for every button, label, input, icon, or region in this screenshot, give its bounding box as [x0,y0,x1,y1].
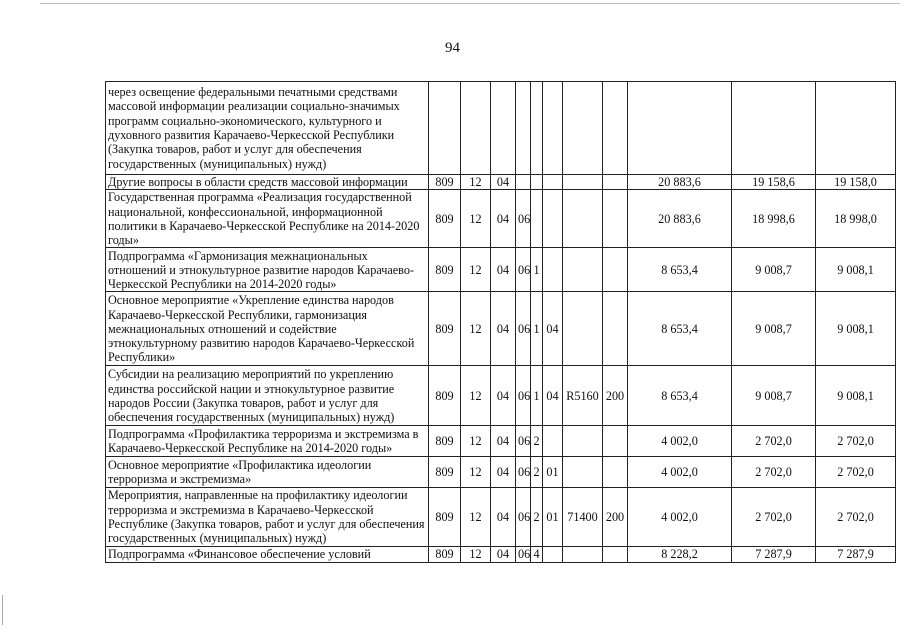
amount-cell: 4 002,0 [628,426,732,457]
code-cell [603,426,628,457]
amount-cell: 7 287,9 [816,546,896,562]
table-row [106,292,896,366]
code-cell: 06 [516,488,531,546]
code-cell: 1 [531,292,543,366]
amount-cell: 9 008,1 [816,366,896,426]
amount-cell: 2 702,0 [732,457,816,488]
code-cell: R5160 [563,366,603,426]
amount-cell: 9 008,7 [732,366,816,426]
code-cell: 12 [461,248,491,292]
code-cell: 12 [461,190,491,248]
row-name-cell: Государственная программа «Реализация государственной национальной, конфессиональной, информационной политики в Карачаево-Черкесской Республике на 2014-2020 годы» [106,190,429,248]
code-cell: 04 [491,426,516,457]
table-row [106,366,896,426]
code-cell: 04 [491,175,516,190]
page-number: 94 [445,40,460,56]
code-cell: 2 [531,488,543,546]
amount-cell [732,82,816,175]
code-cell: 04 [491,248,516,292]
code-cell: 2 [531,457,543,488]
code-cell: 809 [429,292,461,366]
amount-cell: 2 702,0 [816,457,896,488]
table-row [106,457,896,488]
code-cell [516,175,531,190]
code-cell: 01 [543,457,563,488]
amount-cell: 9 008,1 [816,248,896,292]
row-name-cell: Подпрограмма «Профилактика терроризма и экстремизма в Карачаево-Черкесской Республике на 2014-2020 годы» [106,426,429,457]
code-cell [543,175,563,190]
amount-cell: 19 158,0 [816,175,896,190]
code-cell: 809 [429,175,461,190]
code-cell: 1 [531,366,543,426]
code-cell: 06 [516,457,531,488]
code-cell [603,175,628,190]
code-cell [563,82,603,175]
code-cell: 04 [543,292,563,366]
code-cell: 06 [516,546,531,562]
code-cell: 2 [531,426,543,457]
code-cell [531,82,543,175]
amount-cell: 8 653,4 [628,366,732,426]
amount-cell: 9 008,7 [732,292,816,366]
code-cell [461,82,491,175]
code-cell: 809 [429,248,461,292]
row-name-cell: Основное мероприятие «Укрепление единства народов Карачаево-Черкесской Республики, гармонизация межнациональных отношений и содействие этнокультурному развитию народов Карачаево-Черкесской Республики» [106,292,429,366]
code-cell [603,248,628,292]
table-row [106,190,896,248]
code-cell [429,82,461,175]
code-cell: 809 [429,457,461,488]
row-name-cell: Мероприятия, направленные на профилактику идеологии терроризма и экстремизма в Карачаево-Черкесской Республике (Закупка товаров, работ и услуг для обеспечения государственных (муниципальных) нужд) [106,488,429,546]
code-cell [491,82,516,175]
code-cell: 04 [491,366,516,426]
code-cell [563,175,603,190]
code-cell [603,457,628,488]
amount-cell: 8 228,2 [628,546,732,562]
code-cell [563,546,603,562]
row-name-cell: Другие вопросы в области средств массовой информации [106,175,429,190]
code-cell: 12 [461,366,491,426]
table-row [106,488,896,546]
code-cell: 01 [543,488,563,546]
code-cell [603,292,628,366]
scan-top-edge [40,3,900,4]
amount-cell: 9 008,7 [732,248,816,292]
table-row [106,248,896,292]
row-name-cell: Подпрограмма «Гармонизация межнациональных отношений и этнокультурное развитие народов Карачаево-Черкесской Республики на 2014-2020 годы» [106,248,429,292]
code-cell: 809 [429,190,461,248]
row-name-cell: Субсидии на реализацию мероприятий по укреплению единства российской нации и этнокультурное развитие народов России (Закупка товаров, работ и услуг для обеспечения государственных (муниципальных) нужд) [106,366,429,426]
amount-cell: 18 998,0 [816,190,896,248]
row-name-cell: Подпрограмма «Финансовое обеспечение условий [106,546,429,562]
code-cell: 200 [603,366,628,426]
amount-cell: 19 158,6 [732,175,816,190]
code-cell: 04 [491,488,516,546]
code-cell [543,190,563,248]
code-cell: 4 [531,546,543,562]
code-cell [543,82,563,175]
code-cell: 809 [429,366,461,426]
code-cell: 12 [461,292,491,366]
code-cell: 1 [531,248,543,292]
amount-cell: 4 002,0 [628,488,732,546]
code-cell [543,426,563,457]
row-name-cell: через освещение федеральными печатными средствами массовой информации реализации социально-значимых программ социально-экономического, культурного и духовного развития Карачаево-Черкесской Республики (Закупка товаров, работ и услуг для обеспечения государственных (муниципальных) нужд) [106,82,429,175]
code-cell: 12 [461,175,491,190]
code-cell: 809 [429,488,461,546]
amount-cell: 18 998,6 [732,190,816,248]
code-cell: 04 [491,292,516,366]
code-cell [563,457,603,488]
code-cell [563,248,603,292]
amount-cell: 2 702,0 [816,488,896,546]
code-cell: 06 [516,190,531,248]
code-cell [543,546,563,562]
code-cell: 12 [461,426,491,457]
budget-table [105,81,896,563]
code-cell: 06 [516,426,531,457]
code-cell [563,190,603,248]
amount-cell: 7 287,9 [732,546,816,562]
code-cell: 04 [491,190,516,248]
code-cell [516,82,531,175]
amount-cell: 2 702,0 [732,488,816,546]
amount-cell: 8 653,4 [628,248,732,292]
code-cell [563,292,603,366]
code-cell: 04 [543,366,563,426]
table-row [106,82,896,175]
code-cell [603,546,628,562]
code-cell: 200 [603,488,628,546]
amount-cell: 2 702,0 [732,426,816,457]
code-cell [531,190,543,248]
code-cell: 04 [491,457,516,488]
amount-cell: 9 008,1 [816,292,896,366]
table-row [106,175,896,190]
amount-cell: 20 883,6 [628,190,732,248]
amount-cell: 2 702,0 [816,426,896,457]
code-cell [543,248,563,292]
amount-cell [628,82,732,175]
row-name-cell: Основное мероприятие «Профилактика идеологии терроризма и экстремизма» [106,457,429,488]
code-cell: 12 [461,546,491,562]
code-cell: 06 [516,366,531,426]
amount-cell [816,82,896,175]
code-cell: 71400 [563,488,603,546]
code-cell [603,82,628,175]
code-cell: 809 [429,546,461,562]
table-body [106,82,896,563]
table-row [106,426,896,457]
table-row [106,546,896,562]
amount-cell: 4 002,0 [628,457,732,488]
amount-cell: 8 653,4 [628,292,732,366]
scan-left-edge-mark [2,595,3,625]
code-cell: 12 [461,457,491,488]
code-cell: 809 [429,426,461,457]
code-cell [603,190,628,248]
code-cell: 06 [516,248,531,292]
code-cell: 06 [516,292,531,366]
code-cell: 04 [491,546,516,562]
amount-cell: 20 883,6 [628,175,732,190]
code-cell [563,426,603,457]
code-cell: 12 [461,488,491,546]
code-cell [531,175,543,190]
